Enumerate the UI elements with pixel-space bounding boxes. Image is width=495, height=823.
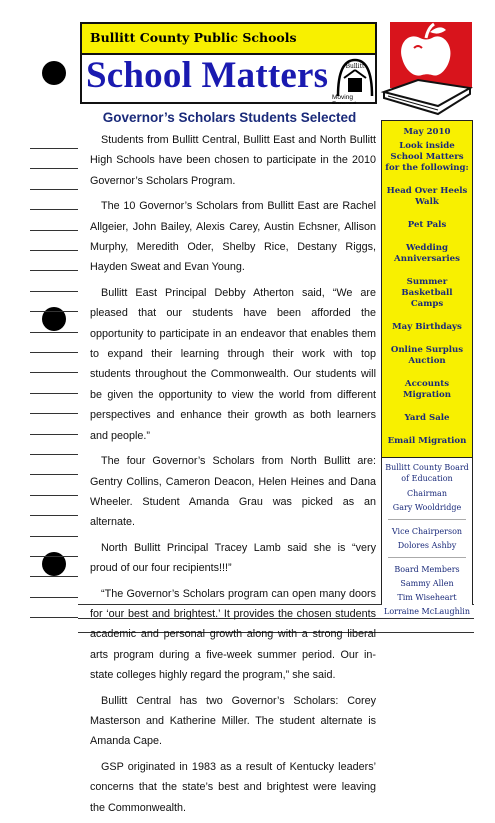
ruled-line [30, 372, 78, 373]
board-title: Bullitt County Board of Education [385, 463, 469, 483]
ruled-line [30, 536, 78, 537]
sidebar [381, 120, 473, 616]
sidebar-item-wedding-anniversaries[interactable]: Wedding Anniversaries [394, 243, 460, 264]
article-body [90, 130, 376, 823]
issue-date: May 2010 [403, 127, 451, 137]
sidebar-item-yard-sale[interactable]: Yard Sale [404, 413, 450, 423]
article [80, 104, 379, 814]
ruled-line [30, 230, 78, 231]
article-paragraph: The 10 Governor’s Scholars from Bullitt East are Rachel Allgeier, John Bailey, Alexis Carey, Austin Echsner, Allison Murphy, Meredith Oder, Shelby Rice, Destany Riggs, Hayden Sweat and Evan Young. [90, 200, 376, 274]
ruled-line [30, 413, 78, 414]
ruled-line [30, 617, 78, 618]
logo-tagline: Moving [332, 94, 353, 101]
apple-on-book-icon [378, 18, 478, 118]
sidebar-item-head-over-heels[interactable]: Head Over Heels Walk [386, 186, 468, 207]
sidebar-item-basketball-camps[interactable]: Summer Basketball Camps [401, 277, 453, 309]
vice-chair-name: Dolores Ashby [397, 541, 457, 550]
chairman-name: Gary Wooldridge [392, 503, 462, 512]
article-paragraph: Students from Bullitt Central, Bullitt East and North Bullitt High Schools have been chosen to participate in the 2010 Governor’s Scholars Program. [90, 134, 376, 187]
ruled-line [30, 250, 78, 251]
article-paragraph: “The Governor’s Scholars program can open many doors for ‘our best and brightest.’ It provides the chosen students academic and personal growth along with a strong liberal arts program during a five-week summer period. Our in-state colleges highly regard the program,” she said. [90, 587, 376, 682]
ruled-line [30, 597, 78, 598]
vice-chair-label: Vice Chairperson [391, 527, 463, 536]
members-label: Board Members [394, 565, 460, 574]
ruled-line [30, 556, 78, 557]
masthead [80, 22, 377, 104]
ruled-line [30, 291, 78, 292]
article-paragraph: Bullitt Central has two Governor’s Scholars: Corey Masterson and Katherine Miller. The student alternate is Amanda Cape. [90, 694, 376, 748]
member-name: Lorraine McLaughlin [384, 607, 470, 616]
article-paragraph: North Bullitt Principal Tracey Lamb said she is “very proud of our four recipients!!!” [90, 541, 376, 575]
member-name: Tim Wiseheart [397, 593, 457, 602]
logo-label: Bullitt [345, 63, 365, 70]
inside-heading: Look inside School Matters for the following: [385, 141, 469, 173]
sidebar-item-email-migration[interactable]: Email Migration [387, 436, 467, 446]
ruled-line [30, 352, 78, 353]
ruled-line [30, 474, 78, 475]
ruled-line [30, 311, 78, 312]
article-paragraph: The four Governor’s Scholars from North Bullitt are: Gentry Collins, Cameron Deacon, Helen Heines and Dana Wheeler. Student Amanda Grau was picked as an alternate. [90, 455, 376, 529]
member-name: Sammy Allen [400, 579, 454, 588]
ruled-line [30, 332, 78, 333]
board-of-education [382, 457, 472, 617]
chairman-label: Chairman [407, 489, 447, 498]
sidebar-item-accounts-migration[interactable]: Accounts Migration [402, 379, 452, 400]
sidebar-item-may-birthdays[interactable]: May Birthdays [392, 322, 462, 332]
ruled-line [30, 515, 78, 516]
newsletter-title: School Matters [86, 55, 329, 96]
sidebar-item-pet-pals[interactable]: Pet Pals [407, 220, 447, 230]
ruled-line [30, 454, 78, 455]
ruled-line [30, 434, 78, 435]
ruled-line [30, 576, 78, 577]
sidebar-item-surplus-auction[interactable]: Online Surplus Auction [390, 345, 464, 366]
article-paragraph: Bullitt East Principal Debby Atherton said, “We are pleased that our students have been afforded the opportunity to participate in an endeavor that enables them to expand their learning through their work with top students throughout the Commonwealth. Our students will be given the opportunity to view the world from different perspectives and enhance their growth as both learners and people.” [90, 286, 376, 442]
ruled-line [30, 393, 78, 394]
binder-hole-top [42, 61, 66, 85]
ruled-line [30, 270, 78, 271]
article-paragraph: GSP originated in 1983 as a result of Kentucky leaders’ concerns that the state’s best and brightest were leaving the Commonwealth. [90, 760, 376, 814]
article-title: Governor’s Scholars Students Selected [102, 110, 357, 125]
masthead-banner [82, 24, 375, 55]
district-name: Bullitt County Public Schools [90, 30, 297, 45]
ruled-line [30, 209, 78, 210]
ruled-line [30, 148, 78, 149]
ruled-line [30, 189, 78, 190]
ruled-line [30, 168, 78, 169]
ruled-line [30, 495, 78, 496]
